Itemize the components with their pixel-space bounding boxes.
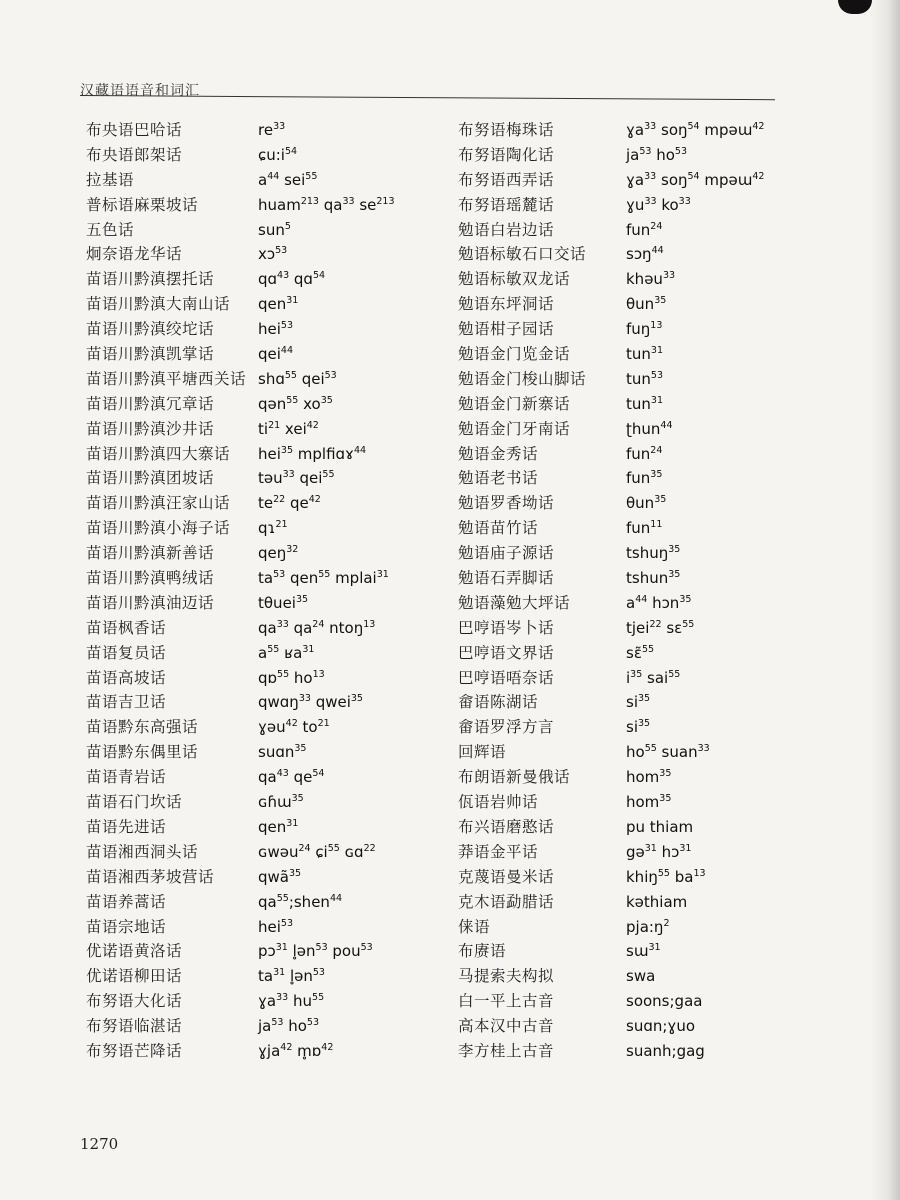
entry-row bbox=[458, 790, 788, 815]
phonetic-form: təu$^{33}$ qei$^{55}$ bbox=[258, 469, 335, 488]
entry-row bbox=[458, 865, 788, 890]
phonetic-form: $qa^{55};shen^{44}$ bbox=[258, 892, 343, 911]
entry-row bbox=[458, 989, 788, 1014]
entry-row bbox=[86, 317, 446, 342]
phonetic-form: tθuei$^{35}$ bbox=[258, 593, 309, 612]
language-name: 勉语东坪洞话 bbox=[458, 295, 555, 314]
entry-row bbox=[86, 267, 446, 292]
language-name: 勉语老书话 bbox=[458, 469, 539, 488]
entry-row bbox=[458, 491, 788, 516]
phonetic-form: qɒ$^{55}$ $ho^{13}$ bbox=[258, 668, 325, 687]
entry-row bbox=[458, 740, 788, 765]
language-name: 白一平上古音 bbox=[458, 992, 555, 1011]
language-name: 苗语川黔滇四大寨话 bbox=[86, 444, 231, 463]
language-name: 勉语苗竹话 bbox=[458, 519, 539, 538]
phonetic-form: qwã$^{35}$ bbox=[258, 867, 302, 886]
language-name: 布央语巴哈话 bbox=[86, 121, 183, 139]
language-name: 布努语瑶麓话 bbox=[458, 195, 555, 214]
page-number: 1270 bbox=[80, 1135, 119, 1153]
phonetic-form: swa bbox=[626, 967, 656, 986]
entry-row bbox=[86, 865, 446, 890]
language-name: 勉语金门览金话 bbox=[458, 345, 571, 364]
phonetic-form: $si^{35}$ bbox=[626, 718, 651, 737]
phonetic-form: $si^{35}$ bbox=[626, 693, 651, 712]
entry-row bbox=[458, 1039, 788, 1064]
language-name: 优诺语柳田话 bbox=[86, 967, 183, 986]
language-name: 苗语青岩话 bbox=[86, 768, 167, 787]
language-name: 苗语吉卫话 bbox=[86, 693, 167, 712]
language-name: 克蔑语曼米话 bbox=[458, 867, 555, 886]
phonetic-form: suanh;gag bbox=[626, 1041, 705, 1060]
language-name: 苗语湘西洞头话 bbox=[86, 842, 199, 861]
phonetic-form: sun$^5$ bbox=[258, 220, 291, 239]
entry-row bbox=[86, 367, 446, 392]
phonetic-form: khiŋ$^{55}$ $ba^{13}$ bbox=[626, 867, 706, 886]
language-name: 勉语标敏双龙话 bbox=[458, 270, 571, 289]
language-name: 巴哼语文界话 bbox=[458, 643, 555, 662]
phonetic-form: hom$^{35}$ bbox=[626, 793, 672, 812]
phonetic-form: $ho^{55}$ suan$^{33}$ bbox=[626, 743, 710, 762]
entry-row bbox=[86, 765, 446, 790]
language-name: 苗语黔东高强话 bbox=[86, 718, 199, 737]
entry-row bbox=[86, 690, 446, 715]
phonetic-form: qen$^{31}$ bbox=[258, 817, 299, 836]
entry-row bbox=[86, 292, 446, 317]
entry-row bbox=[458, 342, 788, 367]
language-name: 苗语川黔滇油迈话 bbox=[86, 593, 215, 612]
phonetic-form: $pja:ŋ^2$ bbox=[626, 917, 670, 936]
language-name: 五色话 bbox=[86, 220, 135, 239]
language-name: 勉语庙子源话 bbox=[458, 544, 555, 563]
phonetic-form: fun$^{24}$ bbox=[626, 220, 663, 239]
phonetic-form: $ja^{53}$ $ho^{53}$ bbox=[626, 145, 687, 164]
language-name: 勉语金门梭山脚话 bbox=[458, 369, 587, 388]
entry-row bbox=[458, 840, 788, 865]
entry-row bbox=[86, 964, 446, 989]
phonetic-form: xɔ$^{53}$ bbox=[258, 245, 288, 264]
entry-row bbox=[86, 840, 446, 865]
language-name: 苗语枫香话 bbox=[86, 618, 167, 637]
entry-row bbox=[86, 466, 446, 491]
language-name: 俫语 bbox=[458, 917, 491, 936]
entry-row bbox=[458, 939, 788, 964]
entry-row bbox=[86, 392, 446, 417]
phonetic-form: $qa^{33}$ $qa^{24}$ ntoŋ$^{13}$ bbox=[258, 618, 376, 637]
language-name: 苗语川黔滇沙井话 bbox=[86, 419, 215, 438]
entry-row bbox=[458, 367, 788, 392]
phonetic-form: qei$^{44}$ bbox=[258, 345, 294, 364]
phonetic-form: tun$^{31}$ bbox=[626, 394, 663, 413]
phonetic-form: $qa^{43}$ $qe^{54}$ bbox=[258, 768, 325, 787]
entry-row bbox=[458, 715, 788, 740]
entry-row bbox=[86, 417, 446, 442]
phonetic-form: ɣa$^{33}$ $hu^{55}$ bbox=[258, 992, 325, 1011]
language-name: 畲语罗浮方言 bbox=[458, 718, 555, 737]
phonetic-form: soons;gaa bbox=[626, 992, 703, 1011]
entry-row bbox=[458, 964, 788, 989]
language-name: 布兴语磨憨话 bbox=[458, 817, 555, 836]
entry-row bbox=[458, 690, 788, 715]
language-name: 畲语陈湖话 bbox=[458, 693, 539, 712]
language-name: 巴哼语唔奈话 bbox=[458, 668, 555, 687]
phonetic-form: qeŋ$^{32}$ bbox=[258, 544, 299, 563]
phonetic-form: qwɑŋ$^{33}$ qwei$^{35}$ bbox=[258, 693, 363, 712]
phonetic-form: tjei$^{22}$ sɛ$^{55}$ bbox=[626, 618, 695, 637]
language-name: 苗语川黔滇鸭绒话 bbox=[86, 569, 215, 588]
phonetic-form: qɿ$^{21}$ bbox=[258, 519, 288, 538]
language-name: 勉语金门新寨话 bbox=[458, 394, 571, 413]
entry-row bbox=[458, 616, 788, 641]
phonetic-form: fun$^{11}$ bbox=[626, 519, 663, 538]
phonetic-form: ɣja$^{42}$ m̥ɒ$^{42}$ bbox=[258, 1041, 334, 1060]
phonetic-form: ɣa$^{33}$ soŋ$^{54}$ mpəɯ$^{42}$ bbox=[626, 121, 765, 139]
entry-row bbox=[86, 591, 446, 616]
entry-row bbox=[458, 765, 788, 790]
language-name: 勉语罗香坳话 bbox=[458, 494, 555, 513]
language-name: 苗语黔东偶里话 bbox=[86, 743, 199, 762]
phonetic-form: qɑ$^{43}$ qɑ$^{54}$ bbox=[258, 270, 326, 289]
entry-row bbox=[458, 541, 788, 566]
phonetic-form: qən$^{55}$ $xo^{35}$ bbox=[258, 394, 333, 413]
language-name: 高本汉中古音 bbox=[458, 1017, 555, 1036]
entry-row bbox=[86, 566, 446, 591]
language-name: 布努语梅珠话 bbox=[458, 121, 555, 139]
entry-row bbox=[86, 218, 446, 243]
language-name: 苗语先进话 bbox=[86, 817, 167, 836]
phonetic-form: hei$^{35}$ mplfiɑɤ$^{44}$ bbox=[258, 444, 367, 463]
entry-row bbox=[86, 342, 446, 367]
language-name: 苗语石门坎话 bbox=[86, 793, 183, 812]
phonetic-form: $i^{35}$ sai$^{55}$ bbox=[626, 668, 681, 687]
entry-row bbox=[86, 1039, 446, 1064]
language-name: 巴哼语岑卜话 bbox=[458, 618, 555, 637]
language-name: 拉基语 bbox=[86, 170, 135, 189]
phonetic-form: $ta^{31}$ l̥ən$^{53}$ bbox=[258, 967, 325, 986]
phonetic-form: kəthiam bbox=[626, 892, 688, 911]
phonetic-form: ɢɦɯ$^{35}$ bbox=[258, 793, 304, 812]
right-column bbox=[458, 118, 788, 1064]
language-name: 普标语麻栗坡话 bbox=[86, 195, 199, 214]
phonetic-form: ʈhun$^{44}$ bbox=[626, 419, 673, 438]
phonetic-form: $a^{55}$ ʁa$^{31}$ bbox=[258, 643, 315, 662]
entry-row bbox=[458, 591, 788, 616]
entry-row bbox=[86, 616, 446, 641]
language-name: 布朗语新曼俄话 bbox=[458, 768, 571, 787]
entry-row bbox=[86, 666, 446, 691]
phonetic-form: hom$^{35}$ bbox=[626, 768, 672, 787]
entry-row bbox=[458, 143, 788, 168]
phonetic-form: ɢwəu$^{24}$ ɕi$^{55}$ ɢɑ$^{22}$ bbox=[258, 842, 376, 861]
entry-row bbox=[86, 242, 446, 267]
language-name: 苗语川黔滇平塘西关话 bbox=[86, 369, 247, 388]
entry-row bbox=[458, 666, 788, 691]
language-name: 回辉语 bbox=[458, 743, 507, 762]
entry-row bbox=[86, 491, 446, 516]
phonetic-form: khəu$^{33}$ bbox=[626, 270, 676, 289]
entry-row bbox=[458, 392, 788, 417]
language-name: 苗语川黔滇凯掌话 bbox=[86, 345, 215, 364]
phonetic-form: $ta^{53}$ qen$^{55}$ mplai$^{31}$ bbox=[258, 569, 389, 588]
language-name: 苗语川黔滇大南山话 bbox=[86, 295, 231, 314]
language-name: 苗语川黔滇小海子话 bbox=[86, 519, 231, 538]
entry-row bbox=[86, 442, 446, 467]
phonetic-form: fuŋ$^{13}$ bbox=[626, 320, 663, 339]
phonetic-form: qen$^{31}$ bbox=[258, 295, 299, 314]
phonetic-form: tshun$^{35}$ bbox=[626, 569, 681, 588]
phonetic-form: $a^{44}$ hɔn$^{35}$ bbox=[626, 593, 692, 612]
phonetic-form: ɣu$^{33}$ $ko^{33}$ bbox=[626, 195, 691, 214]
phonetic-form: $ja^{53}$ $ho^{53}$ bbox=[258, 1017, 319, 1036]
language-name: 克木语勐腊话 bbox=[458, 892, 555, 911]
language-name: 布努语西弄话 bbox=[458, 170, 555, 189]
phonetic-form: sɯ$^{31}$ bbox=[626, 942, 661, 961]
entry-row bbox=[86, 168, 446, 193]
phonetic-form: shɑ$^{55}$ qei$^{53}$ bbox=[258, 369, 337, 388]
entry-row bbox=[86, 541, 446, 566]
language-name: 佤语岩帅话 bbox=[458, 793, 539, 812]
running-header: 汉藏语语音和词汇 bbox=[80, 83, 200, 99]
language-name: 勉语石弄脚话 bbox=[458, 569, 555, 588]
entry-row bbox=[86, 1014, 446, 1039]
entry-row bbox=[86, 715, 446, 740]
language-name: 勉语金秀话 bbox=[458, 444, 539, 463]
phonetic-form: huam$^{213}$ $qa^{33}$ $se^{213}$ bbox=[258, 195, 395, 214]
entry-row bbox=[458, 242, 788, 267]
entry-row bbox=[86, 989, 446, 1014]
language-name: 苗语川黔滇汪家山话 bbox=[86, 494, 231, 513]
left-column bbox=[86, 118, 446, 1064]
phonetic-form: pɔ$^{31}$ l̥ən$^{53}$ pou$^{53}$ bbox=[258, 942, 373, 961]
language-name: 布努语陶化话 bbox=[458, 145, 555, 164]
entry-row bbox=[458, 516, 788, 541]
language-name: 勉语藻勉大坪话 bbox=[458, 593, 571, 612]
entry-row bbox=[86, 740, 446, 765]
entry-row bbox=[86, 815, 446, 840]
phonetic-form: suɑn;ɣuo bbox=[626, 1017, 696, 1036]
entry-row bbox=[458, 566, 788, 591]
phonetic-form: gə$^{31}$ hɔ$^{31}$ bbox=[626, 842, 692, 861]
entry-row bbox=[86, 915, 446, 940]
entry-row bbox=[458, 292, 788, 317]
entry-row bbox=[86, 143, 446, 168]
phonetic-form: ɣa$^{33}$ soŋ$^{54}$ mpəɯ$^{42}$ bbox=[626, 170, 765, 189]
entry-row bbox=[458, 1014, 788, 1039]
entry-row bbox=[458, 641, 788, 666]
language-name: 苗语养蒿话 bbox=[86, 892, 167, 911]
language-name: 李方桂上古音 bbox=[458, 1041, 555, 1060]
language-name: 苗语川黔滇团坡话 bbox=[86, 469, 215, 488]
entry-row bbox=[458, 890, 788, 915]
entry-row bbox=[458, 168, 788, 193]
language-name: 苗语川黔滇新善话 bbox=[86, 544, 215, 563]
entry-row bbox=[458, 466, 788, 491]
entry-row bbox=[86, 790, 446, 815]
language-name: 苗语川黔滇摆托话 bbox=[86, 270, 215, 289]
entry-row bbox=[86, 641, 446, 666]
phonetic-form: tshuŋ$^{35}$ bbox=[626, 544, 681, 563]
language-name: 布赓语 bbox=[458, 942, 507, 961]
entry-row bbox=[458, 218, 788, 243]
language-name: 勉语柑子园话 bbox=[458, 320, 555, 339]
language-name: 苗语宗地话 bbox=[86, 917, 167, 936]
language-name: 勉语标敏石口交话 bbox=[458, 245, 587, 264]
entry-row bbox=[86, 939, 446, 964]
entry-row bbox=[458, 317, 788, 342]
phonetic-form: sɛ̃$^{55}$ bbox=[626, 643, 655, 662]
phonetic-form: $a^{44}$ sei$^{55}$ bbox=[258, 170, 318, 189]
language-name: 苗语高坡话 bbox=[86, 668, 167, 687]
language-name: 莽语金平话 bbox=[458, 842, 539, 861]
phonetic-form: hei$^{53}$ bbox=[258, 320, 293, 339]
entry-row bbox=[86, 193, 446, 218]
phonetic-form: hei$^{53}$ bbox=[258, 917, 293, 936]
phonetic-form: ɣəu$^{42}$ $to^{21}$ bbox=[258, 718, 330, 737]
entry-row bbox=[458, 915, 788, 940]
entry-row bbox=[458, 267, 788, 292]
entry-row bbox=[458, 815, 788, 840]
phonetic-form: tun$^{53}$ bbox=[626, 369, 663, 388]
language-name: 马提索夫构拟 bbox=[458, 967, 555, 986]
entry-row bbox=[458, 442, 788, 467]
phonetic-form: pu thiam bbox=[626, 817, 694, 836]
language-name: 苗语川黔滇冗章话 bbox=[86, 394, 215, 413]
entry-row bbox=[458, 118, 788, 143]
language-name: 布央语郎架话 bbox=[86, 145, 183, 164]
entry-row bbox=[86, 118, 446, 143]
language-name: 苗语川黔滇绞坨话 bbox=[86, 320, 215, 339]
page-edge-shadow bbox=[870, 0, 900, 1200]
corner-clip-mark bbox=[838, 0, 872, 14]
phonetic-form: θun$^{35}$ bbox=[626, 494, 667, 513]
language-name: 勉语白岩边话 bbox=[458, 220, 555, 239]
language-name: 苗语复员话 bbox=[86, 643, 167, 662]
entry-row bbox=[86, 890, 446, 915]
language-name: 优诺语黄洛话 bbox=[86, 942, 183, 961]
language-name: 炯奈语龙华话 bbox=[86, 245, 183, 264]
phonetic-form: fun$^{35}$ bbox=[626, 469, 663, 488]
phonetic-form: $te^{22}$ $qe^{42}$ bbox=[258, 494, 321, 513]
phonetic-form: fun$^{24}$ bbox=[626, 444, 663, 463]
language-name: 布努语大化话 bbox=[86, 992, 183, 1011]
phonetic-form: $ti^{21}$ xei$^{42}$ bbox=[258, 419, 319, 438]
phonetic-form: $re^{33}$ bbox=[258, 121, 286, 139]
phonetic-form: tun$^{31}$ bbox=[626, 345, 663, 364]
entry-row bbox=[458, 193, 788, 218]
entry-row bbox=[86, 516, 446, 541]
language-name: 布努语临湛话 bbox=[86, 1017, 183, 1036]
phonetic-form: suɑn$^{35}$ bbox=[258, 743, 307, 762]
phonetic-form: $ɕu:i^{54}$ bbox=[258, 145, 298, 164]
language-name: 勉语金门牙南话 bbox=[458, 419, 571, 438]
phonetic-form: θun$^{35}$ bbox=[626, 295, 667, 314]
phonetic-form: sɔŋ$^{44}$ bbox=[626, 245, 664, 264]
entry-row bbox=[458, 417, 788, 442]
language-name: 苗语湘西茅坡营话 bbox=[86, 867, 215, 886]
language-name: 布努语芒降话 bbox=[86, 1041, 183, 1060]
